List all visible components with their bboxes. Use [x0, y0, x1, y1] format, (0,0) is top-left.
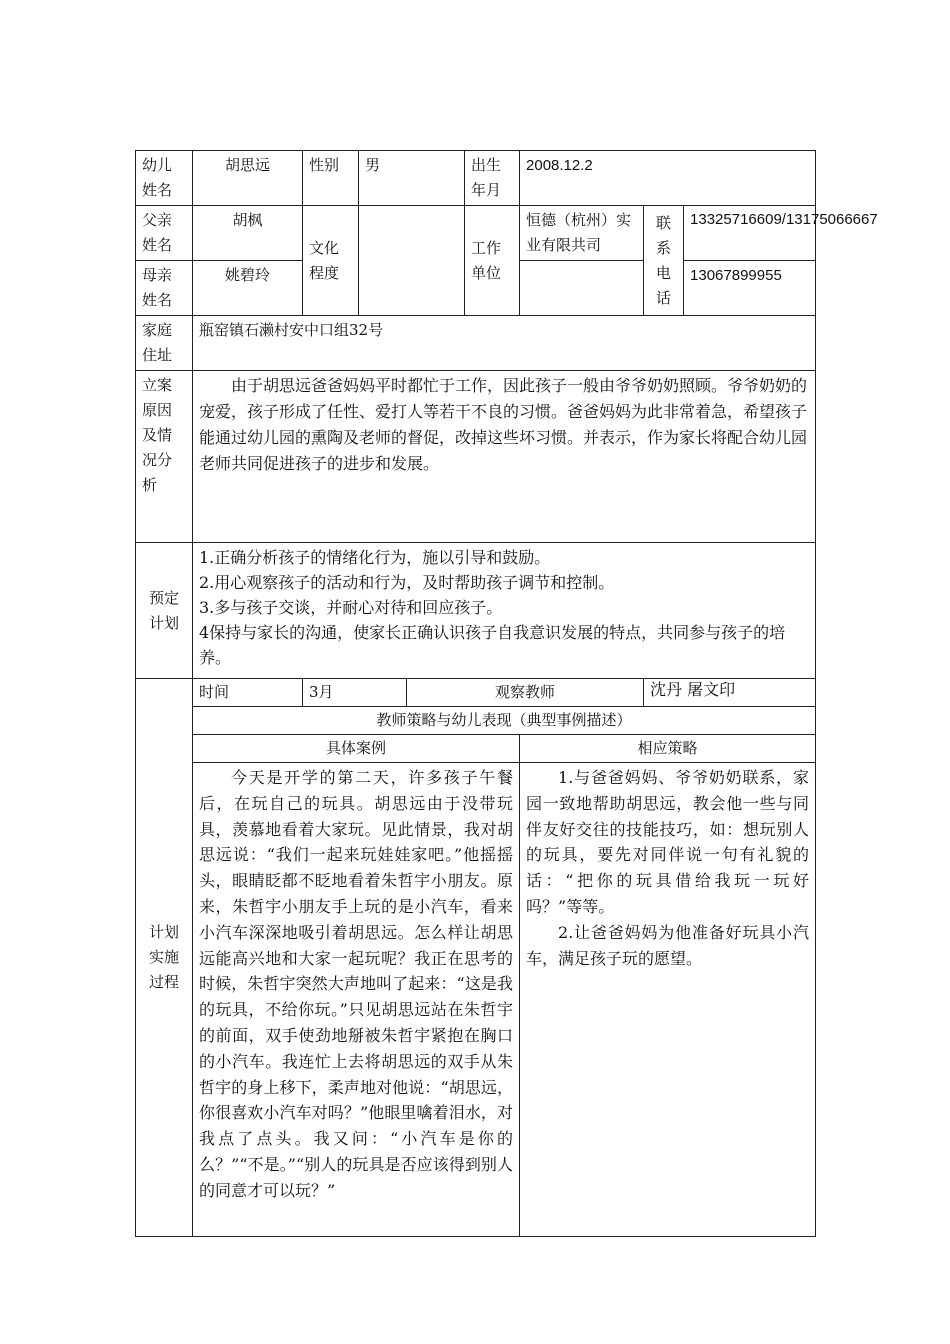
workplace-mother [520, 261, 644, 316]
strategy-cell [520, 763, 816, 1237]
plan-item: 2.用心观察孩子的活动和行为，及时帮助孩子调节和控制。 [199, 573, 615, 592]
education-value [359, 206, 465, 316]
birth-label: 出生年月 [465, 151, 520, 206]
teacher-label: 观察教师 [407, 679, 644, 707]
mother-name-label: 母亲姓名 [136, 261, 193, 316]
workplace-father: 恒德（杭州）实业有限共司 [520, 206, 644, 261]
address-value: 瓶窑镇石濑村安中口组32号 [193, 316, 816, 371]
plan-list [193, 543, 816, 679]
education-label: 文化程度 [303, 206, 359, 316]
workplace-label: 工作单位 [465, 206, 520, 316]
case-cell [193, 763, 520, 1237]
birth-value: 2008.12.2 [520, 151, 816, 206]
case-reason-label: 立案原因及情况分析 [136, 371, 193, 543]
section-title: 教师策略与幼儿表现（典型事例描述） [193, 707, 816, 735]
father-name-label: 父亲姓名 [136, 206, 193, 261]
plan-label: 预定计划 [136, 543, 193, 679]
child-case-form [135, 150, 878, 1237]
gender-value: 男 [359, 151, 465, 206]
plan-item: 1.正确分析孩子的情绪化行为，施以引导和鼓励。 [199, 548, 551, 567]
child-name-label: 幼儿姓名 [136, 151, 193, 206]
plan-item: 4保持与家长的沟通，使家长正确认识孩子自我意识发展的特点，共同参与孩子的培养。 [199, 623, 786, 667]
case-reason-text: 由于胡思远爸爸妈妈平时都忙于工作，因此孩子一般由爷爷奶奶照顾。爷爷奶奶的宠爱，孩子形成了任性、爱打人等若干不良的习惯。爸爸妈妈为此非常着急，希望孩子能通过幼儿园的熏陶及老师的督促，改掉这些坏习惯。并表示，作为家长将配合幼儿园老师共同促进孩子的进步和发展。 [199, 376, 808, 473]
teacher-value: 沈丹 屠文印 [644, 679, 816, 707]
gender-label: 性别 [303, 151, 359, 206]
strategy-item: 2.让爸爸妈妈为他准备好玩具小汽车，满足孩子玩的愿望。 [526, 922, 810, 968]
strategy-item: 1.与爸爸妈妈、爷爷奶奶联系，家园一致地帮助胡思远，教会他一些与同伴友好交往的技能技巧，如：想玩别人的玩具，要先对同伴说一句有礼貌的话：“把你的玩具借给我玩一玩好吗？”等等。 [526, 768, 810, 916]
address-label: 家庭住址 [136, 316, 193, 371]
time-label: 时间 [193, 679, 303, 707]
case-reason-cell [193, 371, 816, 543]
strategy-column-header: 相应策略 [520, 735, 816, 763]
case-text: 今天是开学的第二天，许多孩子午餐后，在玩自己的玩具。胡思远由于没带玩具，羡慕地看着大家玩。见此情景，我对胡思远说：“我们一起来玩娃娃家吧。”他摇摇头，眼睛眨都不眨地看着朱哲宇小朋友。原来，朱哲宇小朋友手上玩的是小汽车，看来小汽车深深地吸引着胡思远。怎么样让胡思远能高兴地和大家一起玩呢？我正在思考的时候，朱哲宇突然大声地叫了起来：“这是我的玩具，不给你玩。”只见胡思远站在朱哲宇的前面，双手使劲地掰被朱哲宇紧抱在胸口的小汽车。我连忙上去将胡思远的双手从朱哲宇的身上移下，柔声地对他说：“胡思远，你很喜欢小汽车对吗？”他眼里噙着泪水，对我点了点头。我又问：“小汽车是你的么？”“不是。”“别人的玩具是否应该得到别人的同意才可以玩？” [199, 768, 514, 1200]
plan-item: 3.多与孩子交谈，并耐心对待和回应孩子。 [199, 598, 503, 617]
phone-mother: 13067899955 [684, 261, 816, 316]
child-name: 胡思远 [193, 151, 303, 206]
phone-father: 13325716609/13175066667 [684, 206, 816, 261]
mother-name: 姚碧玲 [193, 261, 303, 316]
father-name: 胡枫 [193, 206, 303, 261]
case-column-header: 具体案例 [193, 735, 520, 763]
contact-phone-label: 联系电话 [644, 206, 684, 316]
implementation-label: 计划实施过程 [136, 679, 193, 1237]
time-value: 3月 [303, 679, 407, 707]
